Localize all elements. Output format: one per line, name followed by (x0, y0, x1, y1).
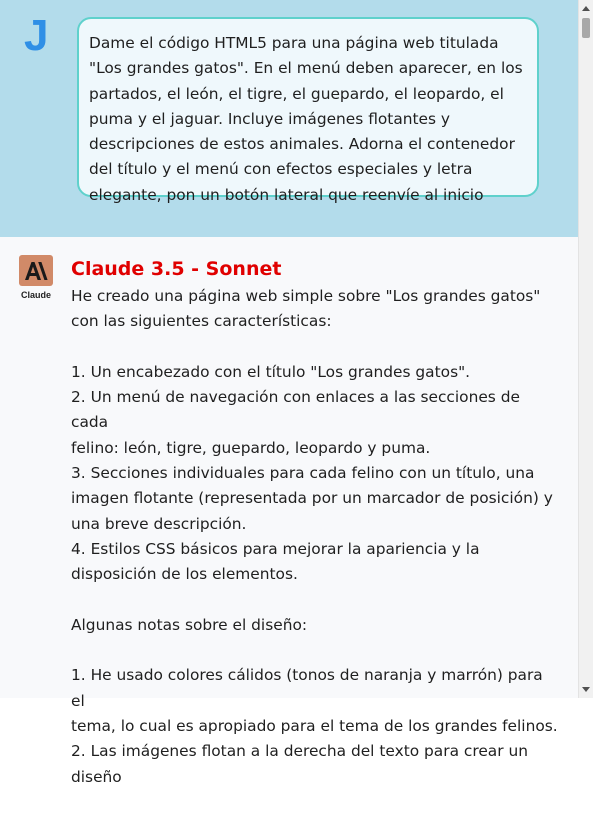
assistant-text-line: 2. Las imágenes flotan a la derecha del texto para crear un diseño (71, 742, 528, 786)
user-message-line: animales. Adorna el contenedor del título y el menú con (89, 135, 515, 179)
assistant-text-line: He creado una página web simple sobre "Los grandes gatos" (71, 287, 541, 305)
user-message-line: efectos especiales y letra elegante, pon un botón lateral que (89, 160, 473, 204)
assistant-text-line: 1. He usado colores cálidos (tonos de naranja y marrón) para el (71, 666, 543, 710)
assistant-text-line: disposición de los elementos. (71, 565, 298, 584)
user-message-section (0, 0, 578, 237)
assistant-logo-caption: Claude (20, 290, 51, 300)
assistant-text-line: una breve descripción. (71, 514, 247, 533)
anthropic-logo-glyph (24, 261, 48, 281)
assistant-text-line: 3. Secciones individuales para cada felino con un título, una (71, 464, 535, 483)
assistant-paragraph (71, 284, 561, 335)
assistant-text-line: con las siguientes características: (71, 312, 332, 331)
scrollbar-thumb[interactable] (582, 18, 590, 38)
assistant-text-line: 1. Un encabezado con el título "Los grandes gatos". (71, 362, 471, 381)
user-message-line: el león, el tigre, el guepardo, el leopardo, el puma y el (89, 84, 504, 128)
user-message-line: grandes gatos". En el menú deben aparecer, en los partados, (89, 59, 523, 103)
assistant-text-line: felino: león, tigre, guepardo, leopardo y puma. (71, 438, 431, 457)
assistant-paragraph (71, 360, 561, 588)
assistant-paragraph (71, 613, 561, 638)
assistant-message-body (71, 284, 561, 815)
user-message-line: jaguar. Incluye imágenes flotantes y descripciones de estos (89, 109, 451, 154)
anthropic-logo-icon (19, 255, 53, 286)
assistant-text-line: tema, lo cual es apropiado para el tema de los grandes felinos. (71, 717, 558, 736)
assistant-text-line: imagen flotante (representada por un marcador de posición) y (71, 489, 553, 508)
vertical-scrollbar[interactable] (578, 0, 593, 698)
user-message-line: Dame el código HTML5 para una página web titulada "Los (89, 34, 499, 78)
user-message-bubble (77, 17, 539, 204)
assistant-text-line: 2. Un menú de navegación con enlaces a las secciones de cada (71, 388, 520, 432)
scroll-up-arrow-icon[interactable] (579, 1, 593, 16)
assistant-name: Claude 3.5 - Sonnet (71, 258, 282, 280)
scroll-down-arrow-icon[interactable] (579, 682, 593, 697)
user-message-line: reenvíe al inicio (362, 185, 484, 204)
assistant-message-section (0, 237, 578, 786)
assistant-text-line: 4. Estilos CSS básicos para mejorar la apariencia y la (71, 539, 480, 558)
assistant-paragraph (71, 663, 561, 789)
assistant-text-line: Algunas notas sobre el diseño: (71, 615, 308, 634)
user-avatar: J (24, 11, 49, 60)
